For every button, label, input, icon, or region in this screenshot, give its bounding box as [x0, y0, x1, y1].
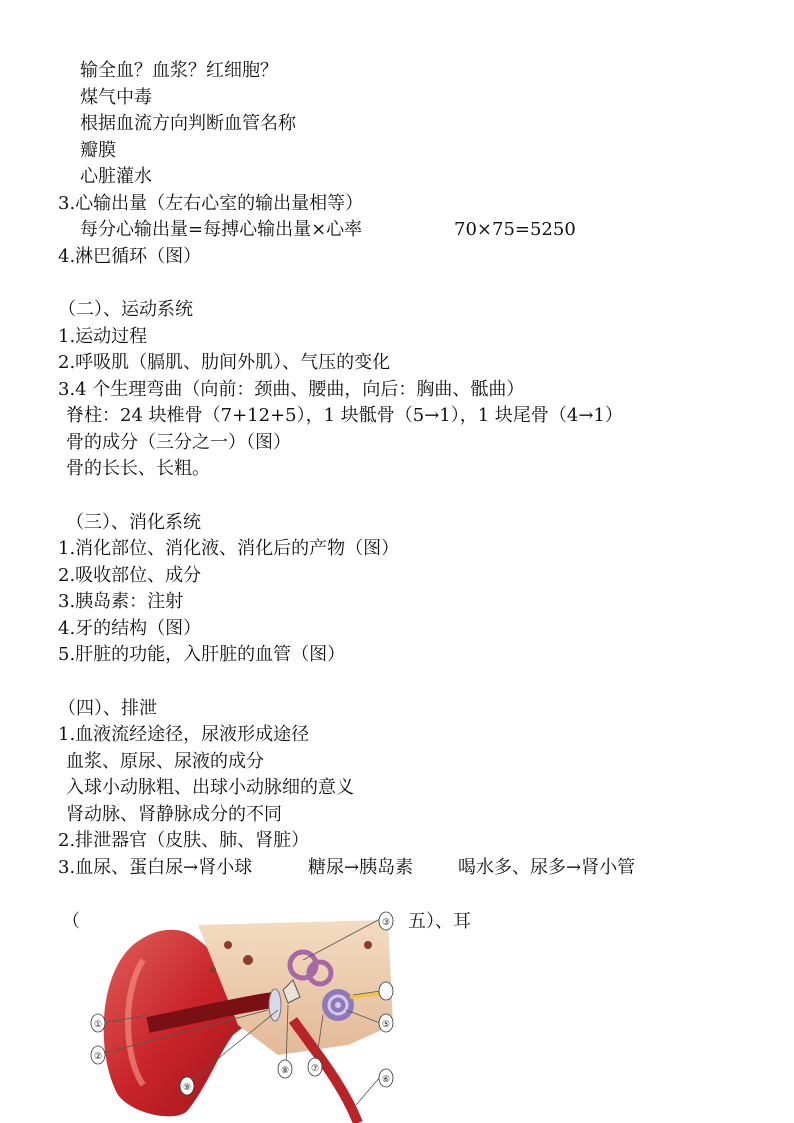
text-part: 3.血尿、蛋白尿→肾小球	[58, 857, 253, 878]
section-heading: 五）、耳	[408, 911, 471, 932]
text-part: 喝水多、尿多→肾小管	[458, 857, 636, 878]
label-8: ⑧	[280, 1066, 290, 1076]
text-line: 4.淋巴循环（图）	[58, 246, 202, 267]
label-2: ②	[93, 1052, 103, 1062]
text-line: 骨的成分（三分之一）（图）	[66, 432, 291, 453]
text-line: 3.胰岛素：注射	[58, 591, 184, 612]
text-line: 1.消化部位、消化液、消化后的产物（图）	[58, 538, 400, 559]
section-heading: （三）、消化系统	[66, 512, 201, 533]
text-line: 心脏灌水	[80, 166, 152, 187]
bone-cavity	[224, 941, 232, 949]
label-6: ⑥	[381, 1075, 391, 1085]
label-3: ③	[381, 918, 391, 928]
label-9: ⑨	[182, 1083, 192, 1093]
text-line	[58, 857, 252, 879]
text-line: 2.吸收部位、成分	[58, 565, 202, 586]
text-line: 瓣膜	[80, 140, 116, 161]
text-line: 3.4 个生理弯曲（向前：颈曲、腰曲，向后：胸曲、骶曲）	[58, 379, 525, 400]
formula-example: 70×75=5250	[454, 219, 576, 240]
label-marker	[379, 982, 393, 1000]
label-7: ⑦	[310, 1064, 320, 1074]
text-line: 1.运动过程	[58, 326, 148, 347]
text-line	[80, 219, 362, 241]
text-line: 4.牙的结构（图）	[58, 618, 202, 639]
section-heading: （四）、排泄	[58, 698, 157, 719]
label-5: ⑤	[381, 1020, 391, 1030]
text-line: 入球小动脉粗、出球小动脉细的意义	[66, 777, 354, 798]
bone-cavity	[210, 967, 216, 973]
text-line: 输全血？血浆？红细胞？	[80, 60, 278, 81]
label-1: ①	[93, 1020, 103, 1030]
text-line: 5.肝脏的功能，入肝脏的血管（图）	[58, 644, 346, 665]
label-line	[356, 1077, 380, 1105]
section-paren: （	[62, 911, 80, 932]
text-line: 3.心输出量（左右心室的输出量相等）	[58, 193, 364, 214]
text-line: 根据血流方向判断血管名称	[80, 113, 296, 134]
text-line: 肾动脉、肾静脉成分的不同	[66, 804, 282, 825]
text-line: 2.排泄器官（皮肤、肺、肾脏）	[58, 830, 310, 851]
text-line: 脊柱：24 块椎骨（7+12+5），1 块骶骨（5→1），1 块尾骨（4→1）	[66, 405, 623, 426]
bone-cavity	[243, 955, 253, 965]
section-heading: （二）、运动系统	[58, 299, 193, 320]
formula-text: 每分心输出量=每搏心输出量×心率	[80, 219, 363, 240]
text-line: 1.血液流经途径，尿液形成途径	[58, 724, 310, 745]
text-part: 糖尿→胰岛素	[308, 857, 414, 878]
bone-cavity	[364, 941, 372, 949]
text-line: 骨的长长、长粗。	[66, 458, 210, 479]
ear-diagram	[88, 905, 408, 1123]
text-line: 2.呼吸肌（膈肌、肋间外肌）、气压的变化	[58, 352, 391, 373]
text-line: 血浆、原尿、尿液的成分	[66, 751, 264, 772]
text-line: 煤气中毒	[80, 87, 152, 108]
cochlea-core	[335, 1002, 341, 1008]
